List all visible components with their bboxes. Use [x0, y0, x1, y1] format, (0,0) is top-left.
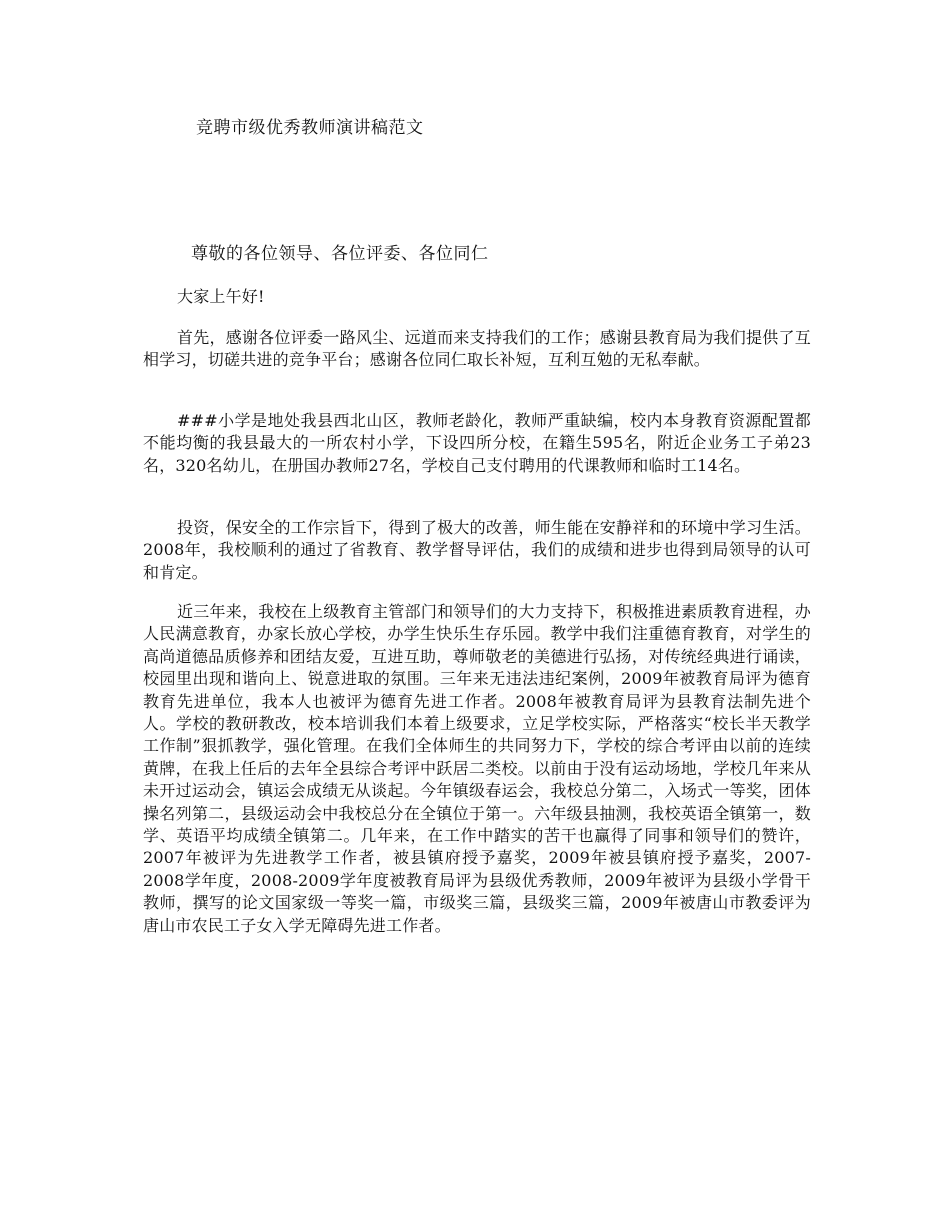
paragraph-school-intro: ###小学是地处我县西北山区，教师老龄化，教师严重缺编，校内本身教育资源配置都不能均衡的我县最大的一所农村小学，下设四所分校，在籍生595名，附近企业务工子弟23名，320名幼儿，在册国办教师27名，学校自己支付聘用的代课教师和临时工14名。	[143, 411, 811, 475]
paragraph-greeting: 大家上午好!	[177, 287, 265, 306]
paragraph-investment: 投资，保安全的工作宗旨下，得到了极大的改善，师生能在安静祥和的环境中学习生活。2008年，我校顺利的通过了省教育、教学督导评估，我们的成绩和进步也得到局领导的认可和肯定。	[143, 518, 811, 582]
salutation: 尊敬的各位领导、各位评委、各位同仁	[191, 244, 489, 264]
paragraph-thanks: 首先，感谢各位评委一路风尘、远道而来支持我们的工作；感谢县教育局为我们提供了互相学习，切磋共进的竞争平台；感谢各位同仁取长补短，互利互勉的无私奉献。	[143, 328, 811, 370]
paragraph-achievements: 近三年来，我校在上级教育主管部门和领导们的大力支持下，积极推进素质教育进程，办人民满意教育，办家长放心学校，办学生快乐生存乐园。教学中我们注重德育教育，对学生的高尚道德品质修养和团结友爱，互进互助，尊师敬老的美德进行弘扬，对传统经典进行诵读，校园里出现和谐向上、锐意进取的氛围。三年来无违法违纪案例，2009年被教育局评为德育教育先进单位，我本人也被评为德育先进工作者。2008年被教育局评为县教育法制先进个人。学校的教研教改，校本培训我们本着上级要求，立足学校实际，严格落实“校长半天教学工作制”狠抓教学，强化管理。在我们全体师生的共同努力下，学校的综合考评由以前的连续黄牌，在我上任后的去年全县综合考评中跃居二类校。以前由于没有运动场地，学校几年来从未开过运动会，镇运会成绩无从谈起。今年镇级春运会，我校总分第二，入场式一等奖，团体操名列第二，县级运动会中我校总分在全镇位于第一。六年级县抽测，我校英语全镇第一，数学、英语平均成绩全镇第二。几年来，在工作中踏实的苦干也赢得了同事和领导们的赞许，2007年被评为先进教学工作者，被县镇府授予嘉奖，2009年被县镇府授予嘉奖，2007-2008学年度，2008-2009学年度被教育局评为县级优秀教师，2009年被评为县级小学骨干教师，撰写的论文国家级一等奖一篇，市级奖三篇，县级奖三篇，2009年被唐山市教委评为唐山市农民工子女入学无障碍先进工作者。	[143, 602, 811, 935]
document-title: 竞聘市级优秀教师演讲稿范文	[196, 118, 424, 138]
